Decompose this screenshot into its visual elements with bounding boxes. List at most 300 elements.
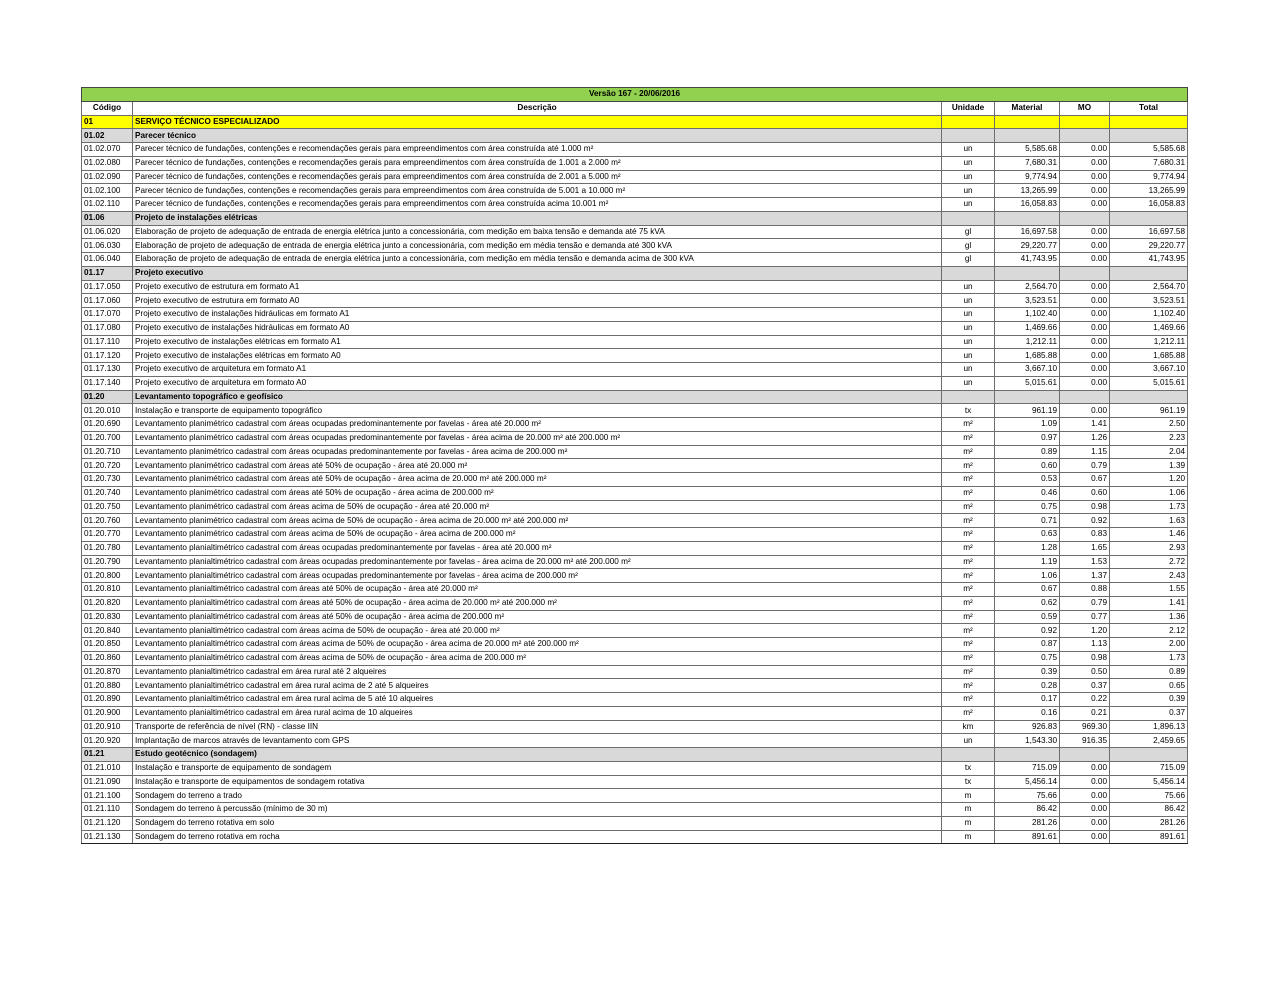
table-row xyxy=(82,294,1188,308)
description-cell: Elaboração de projeto de adequação de entrada de energia elétrica junto a concessionária, com medição em média tensão e demanda até 300 kVA xyxy=(133,239,942,253)
mo-cell: 0.79 xyxy=(1060,596,1110,610)
material-cell: 1,212.11 xyxy=(995,335,1060,349)
total-cell: 1,896.13 xyxy=(1110,720,1188,734)
code-cell: 01.20.740 xyxy=(82,486,133,500)
header-material: Material xyxy=(995,101,1060,115)
material-cell: 1.06 xyxy=(995,569,1060,583)
table-row xyxy=(82,610,1188,624)
unit-cell: m² xyxy=(942,706,995,720)
table-row xyxy=(82,693,1188,707)
material-cell: 0.71 xyxy=(995,514,1060,528)
table-row xyxy=(82,541,1188,555)
unit-cell: m² xyxy=(942,486,995,500)
description-cell: Levantamento planialtimétrico cadastral em área rural acima de 2 até 5 alqueires xyxy=(133,679,942,693)
table-row xyxy=(82,734,1188,748)
table-row xyxy=(82,363,1188,377)
material-cell: 961.19 xyxy=(995,404,1060,418)
material-cell: 0.46 xyxy=(995,486,1060,500)
total-cell: 1.39 xyxy=(1110,459,1188,473)
material-cell: 0.53 xyxy=(995,473,1060,487)
description-cell: Levantamento planimétrico cadastral com áreas ocupadas predominantemente por favelas - área acima de 20.000 m² até 200.000 m² xyxy=(133,431,942,445)
material-cell: 16,697.58 xyxy=(995,225,1060,239)
material-cell xyxy=(995,211,1060,225)
description-cell: Sondagem do terreno à percussão (mínimo de 30 m) xyxy=(133,803,942,817)
code-cell: 01.20.810 xyxy=(82,583,133,597)
description-cell: Projeto executivo de estrutura em formato A1 xyxy=(133,280,942,294)
category-row xyxy=(82,115,1188,129)
total-cell: 3,667.10 xyxy=(1110,363,1188,377)
mo-cell: 0.37 xyxy=(1060,679,1110,693)
code-cell: 01.20.920 xyxy=(82,734,133,748)
code-cell: 01.20.760 xyxy=(82,514,133,528)
material-cell: 0.63 xyxy=(995,528,1060,542)
code-cell: 01.17.140 xyxy=(82,376,133,390)
table-row xyxy=(82,459,1188,473)
table-row xyxy=(82,418,1188,432)
table-row xyxy=(82,665,1188,679)
description-cell: Levantamento planimétrico cadastral com áreas ocupadas predominantemente por favelas - área acima de 200.000 m² xyxy=(133,445,942,459)
total-cell xyxy=(1110,266,1188,280)
description-cell: Sondagem do terreno rotativa em rocha xyxy=(133,830,942,844)
material-cell: 0.75 xyxy=(995,651,1060,665)
description-cell: Parecer técnico de fundações, contenções e recomendações gerais para empreendimentos com área construída de 1.001 a 2.000 m² xyxy=(133,156,942,170)
table-row xyxy=(82,706,1188,720)
table-row xyxy=(82,651,1188,665)
unit-cell: m² xyxy=(942,679,995,693)
unit-cell: un xyxy=(942,734,995,748)
material-cell: 281.26 xyxy=(995,816,1060,830)
unit-cell: un xyxy=(942,198,995,212)
material-cell: 0.67 xyxy=(995,583,1060,597)
mo-cell: 0.79 xyxy=(1060,459,1110,473)
mo-cell: 0.00 xyxy=(1060,363,1110,377)
unit-cell: un xyxy=(942,335,995,349)
mo-cell: 0.67 xyxy=(1060,473,1110,487)
code-cell: 01.20.010 xyxy=(82,404,133,418)
description-cell: Elaboração de projeto de adequação de entrada de energia elétrica junto a concessionária, com medição em média tensão e demanda acima de 300 kVA xyxy=(133,253,942,267)
unit-cell: m² xyxy=(942,624,995,638)
code-cell: 01.02.110 xyxy=(82,198,133,212)
unit-cell: un xyxy=(942,321,995,335)
mo-cell: 1.37 xyxy=(1060,569,1110,583)
unit-cell: un xyxy=(942,156,995,170)
material-cell xyxy=(995,266,1060,280)
subgroup-row xyxy=(82,211,1188,225)
total-cell: 16,058.83 xyxy=(1110,198,1188,212)
description-cell: Parecer técnico de fundações, contenções e recomendações gerais para empreendimentos com área construída de 5.001 a 10.000 m² xyxy=(133,184,942,198)
mo-cell: 0.00 xyxy=(1060,239,1110,253)
material-cell: 0.28 xyxy=(995,679,1060,693)
unit-cell: m² xyxy=(942,418,995,432)
material-cell: 5,015.61 xyxy=(995,376,1060,390)
unit-cell: un xyxy=(942,294,995,308)
unit-cell: m² xyxy=(942,445,995,459)
code-cell: 01.20.900 xyxy=(82,706,133,720)
description-cell: Instalação e transporte de equipamento topográfico xyxy=(133,404,942,418)
mo-cell: 0.98 xyxy=(1060,500,1110,514)
table-row xyxy=(82,376,1188,390)
code-cell: 01.17 xyxy=(82,266,133,280)
total-cell: 1.55 xyxy=(1110,583,1188,597)
code-cell: 01.20.730 xyxy=(82,473,133,487)
price-table xyxy=(81,87,1188,844)
table-row xyxy=(82,239,1188,253)
mo-cell: 0.00 xyxy=(1060,775,1110,789)
header-total: Total xyxy=(1110,101,1188,115)
mo-cell: 0.00 xyxy=(1060,156,1110,170)
table-row xyxy=(82,514,1188,528)
version-label: Versão 167 - 20/06/2016 xyxy=(82,88,1188,102)
description-cell: Estudo geotécnico (sondagem) xyxy=(133,748,942,762)
unit-cell: tx xyxy=(942,761,995,775)
unit-cell xyxy=(942,129,995,143)
mo-cell: 1.65 xyxy=(1060,541,1110,555)
unit-cell xyxy=(942,390,995,404)
code-cell: 01.17.120 xyxy=(82,349,133,363)
unit-cell: un xyxy=(942,170,995,184)
material-cell xyxy=(995,390,1060,404)
description-cell: Instalação e transporte de equipamento de sondagem xyxy=(133,761,942,775)
table-row xyxy=(82,170,1188,184)
total-cell: 1,469.66 xyxy=(1110,321,1188,335)
total-cell: 1.06 xyxy=(1110,486,1188,500)
mo-cell: 0.00 xyxy=(1060,789,1110,803)
unit-cell: un xyxy=(942,280,995,294)
code-cell: 01.20.790 xyxy=(82,555,133,569)
table-row xyxy=(82,816,1188,830)
description-cell: Levantamento planialtimétrico cadastral com áreas acima de 50% de ocupação - área até 20.000 m² xyxy=(133,624,942,638)
description-cell: Levantamento planialtimétrico cadastral com áreas até 50% de ocupação - área acima de 20.000 m² até 200.000 m² xyxy=(133,596,942,610)
unit-cell: km xyxy=(942,720,995,734)
table-row xyxy=(82,803,1188,817)
total-cell: 1.73 xyxy=(1110,651,1188,665)
mo-cell: 0.88 xyxy=(1060,583,1110,597)
material-cell: 0.92 xyxy=(995,624,1060,638)
mo-cell: 0.00 xyxy=(1060,280,1110,294)
subgroup-row xyxy=(82,748,1188,762)
table-row xyxy=(82,404,1188,418)
total-cell: 1.20 xyxy=(1110,473,1188,487)
mo-cell: 0.00 xyxy=(1060,376,1110,390)
code-cell: 01.17.070 xyxy=(82,308,133,322)
mo-cell: 1.13 xyxy=(1060,638,1110,652)
table-row xyxy=(82,569,1188,583)
mo-cell: 0.21 xyxy=(1060,706,1110,720)
description-cell: Transporte de referência de nível (RN) - classe IIN xyxy=(133,720,942,734)
description-cell: Levantamento topográfico e geofísico xyxy=(133,390,942,404)
description-cell: Levantamento planialtimétrico cadastral em área rural acima de 10 alqueires xyxy=(133,706,942,720)
mo-cell: 0.00 xyxy=(1060,170,1110,184)
description-cell: Elaboração de projeto de adequação de entrada de energia elétrica junto a concessionária, com medição em baixa tensão e demanda até 75 kVA xyxy=(133,225,942,239)
code-cell: 01.17.050 xyxy=(82,280,133,294)
description-cell: Projeto executivo de arquitetura em formato A1 xyxy=(133,363,942,377)
code-cell: 01.21.110 xyxy=(82,803,133,817)
unit-cell: m xyxy=(942,830,995,844)
unit-cell: m xyxy=(942,789,995,803)
mo-cell: 1.15 xyxy=(1060,445,1110,459)
subgroup-row xyxy=(82,129,1188,143)
description-cell: Parecer técnico de fundações, contenções e recomendações gerais para empreendimentos com área construída até 1.000 m² xyxy=(133,143,942,157)
mo-cell: 0.83 xyxy=(1060,528,1110,542)
table-row xyxy=(82,775,1188,789)
table-row xyxy=(82,253,1188,267)
unit-cell xyxy=(942,211,995,225)
mo-cell: 0.00 xyxy=(1060,335,1110,349)
unit-cell: m² xyxy=(942,555,995,569)
description-cell: Projeto de instalações elétricas xyxy=(133,211,942,225)
description-cell: Implantação de marcos através de levantamento com GPS xyxy=(133,734,942,748)
mo-cell: 0.50 xyxy=(1060,665,1110,679)
mo-cell: 916.35 xyxy=(1060,734,1110,748)
total-cell: 1.73 xyxy=(1110,500,1188,514)
code-cell: 01.20.780 xyxy=(82,541,133,555)
material-cell: 29,220.77 xyxy=(995,239,1060,253)
unit-cell: m² xyxy=(942,541,995,555)
total-cell: 2.72 xyxy=(1110,555,1188,569)
code-cell: 01.20.830 xyxy=(82,610,133,624)
material-cell: 5,456.14 xyxy=(995,775,1060,789)
unit-cell: un xyxy=(942,349,995,363)
table-row xyxy=(82,431,1188,445)
code-cell: 01.06.040 xyxy=(82,253,133,267)
unit-cell: un xyxy=(942,143,995,157)
unit-cell: m² xyxy=(942,514,995,528)
mo-cell: 1.26 xyxy=(1060,431,1110,445)
total-cell xyxy=(1110,115,1188,129)
mo-cell: 1.53 xyxy=(1060,555,1110,569)
total-cell: 7,680.31 xyxy=(1110,156,1188,170)
unit-cell xyxy=(942,266,995,280)
description-cell: Levantamento planimétrico cadastral com áreas acima de 50% de ocupação - área acima de 200.000 m² xyxy=(133,528,942,542)
total-cell: 715.09 xyxy=(1110,761,1188,775)
total-cell: 1.36 xyxy=(1110,610,1188,624)
unit-cell xyxy=(942,115,995,129)
table-row xyxy=(82,486,1188,500)
table-row xyxy=(82,473,1188,487)
material-cell: 0.75 xyxy=(995,500,1060,514)
description-cell: Levantamento planialtimétrico cadastral com áreas até 50% de ocupação - área acima de 200.000 m² xyxy=(133,610,942,624)
mo-cell: 0.00 xyxy=(1060,294,1110,308)
material-cell xyxy=(995,748,1060,762)
material-cell: 13,265.99 xyxy=(995,184,1060,198)
total-cell: 2.04 xyxy=(1110,445,1188,459)
unit-cell xyxy=(942,748,995,762)
total-cell: 9,774.94 xyxy=(1110,170,1188,184)
code-cell: 01.20.690 xyxy=(82,418,133,432)
total-cell: 891.61 xyxy=(1110,830,1188,844)
mo-cell: 1.41 xyxy=(1060,418,1110,432)
table-row xyxy=(82,830,1188,844)
mo-cell: 0.00 xyxy=(1060,803,1110,817)
mo-cell: 0.00 xyxy=(1060,321,1110,335)
material-cell: 1.19 xyxy=(995,555,1060,569)
code-cell: 01.06.030 xyxy=(82,239,133,253)
material-cell: 0.59 xyxy=(995,610,1060,624)
description-cell: SERVIÇO TÉCNICO ESPECIALIZADO xyxy=(133,115,942,129)
material-cell: 715.09 xyxy=(995,761,1060,775)
table-row xyxy=(82,596,1188,610)
mo-cell: 0.00 xyxy=(1060,143,1110,157)
code-cell: 01.20.860 xyxy=(82,651,133,665)
header-unit: Unidade xyxy=(942,101,995,115)
header-code: Código xyxy=(82,101,133,115)
total-cell: 2.43 xyxy=(1110,569,1188,583)
total-cell: 2.00 xyxy=(1110,638,1188,652)
material-cell: 1.28 xyxy=(995,541,1060,555)
code-cell: 01.21.100 xyxy=(82,789,133,803)
mo-cell: 0.00 xyxy=(1060,225,1110,239)
unit-cell: un xyxy=(942,184,995,198)
total-cell: 5,456.14 xyxy=(1110,775,1188,789)
total-cell: 0.37 xyxy=(1110,706,1188,720)
unit-cell: m² xyxy=(942,596,995,610)
material-cell: 1,469.66 xyxy=(995,321,1060,335)
material-cell: 86.42 xyxy=(995,803,1060,817)
description-cell: Projeto executivo de instalações hidráulicas em formato A1 xyxy=(133,308,942,322)
total-cell: 1.63 xyxy=(1110,514,1188,528)
unit-cell: tx xyxy=(942,775,995,789)
material-cell: 3,523.51 xyxy=(995,294,1060,308)
mo-cell xyxy=(1060,211,1110,225)
total-cell xyxy=(1110,129,1188,143)
table-row xyxy=(82,624,1188,638)
material-cell: 16,058.83 xyxy=(995,198,1060,212)
material-cell: 1,102.40 xyxy=(995,308,1060,322)
code-cell: 01.20.720 xyxy=(82,459,133,473)
table-row xyxy=(82,500,1188,514)
unit-cell: m² xyxy=(942,610,995,624)
total-cell: 16,697.58 xyxy=(1110,225,1188,239)
material-cell: 2,564.70 xyxy=(995,280,1060,294)
table-row xyxy=(82,280,1188,294)
description-cell: Projeto executivo xyxy=(133,266,942,280)
mo-cell xyxy=(1060,390,1110,404)
material-cell: 891.61 xyxy=(995,830,1060,844)
description-cell: Parecer técnico de fundações, contenções e recomendações gerais para empreendimentos com área construída acima 10.001 m² xyxy=(133,198,942,212)
total-cell: 2.23 xyxy=(1110,431,1188,445)
table-row xyxy=(82,225,1188,239)
mo-cell xyxy=(1060,748,1110,762)
total-cell xyxy=(1110,211,1188,225)
unit-cell: m xyxy=(942,803,995,817)
material-cell: 0.87 xyxy=(995,638,1060,652)
material-cell: 1.09 xyxy=(995,418,1060,432)
table-row xyxy=(82,789,1188,803)
mo-cell: 0.98 xyxy=(1060,651,1110,665)
description-cell: Levantamento planialtimétrico cadastral com áreas até 50% de ocupação - área até 20.000 m² xyxy=(133,583,942,597)
material-cell: 0.89 xyxy=(995,445,1060,459)
code-cell: 01.20.890 xyxy=(82,693,133,707)
total-cell: 961.19 xyxy=(1110,404,1188,418)
code-cell: 01.20.820 xyxy=(82,596,133,610)
material-cell: 75.66 xyxy=(995,789,1060,803)
mo-cell: 0.77 xyxy=(1060,610,1110,624)
table-row xyxy=(82,720,1188,734)
mo-cell: 0.00 xyxy=(1060,404,1110,418)
code-cell: 01.21.090 xyxy=(82,775,133,789)
total-cell: 0.65 xyxy=(1110,679,1188,693)
unit-cell: m² xyxy=(942,693,995,707)
total-cell: 1.46 xyxy=(1110,528,1188,542)
description-cell: Projeto executivo de estrutura em formato A0 xyxy=(133,294,942,308)
unit-cell: m² xyxy=(942,665,995,679)
code-cell: 01.02.080 xyxy=(82,156,133,170)
description-cell: Projeto executivo de instalações elétricas em formato A1 xyxy=(133,335,942,349)
table-row xyxy=(82,156,1188,170)
mo-cell: 0.00 xyxy=(1060,253,1110,267)
total-cell: 2.93 xyxy=(1110,541,1188,555)
description-cell: Instalação e transporte de equipamentos de sondagem rotativa xyxy=(133,775,942,789)
total-cell: 1,102.40 xyxy=(1110,308,1188,322)
mo-cell: 0.60 xyxy=(1060,486,1110,500)
total-cell xyxy=(1110,748,1188,762)
material-cell: 5,585.68 xyxy=(995,143,1060,157)
code-cell: 01.17.060 xyxy=(82,294,133,308)
code-cell: 01.20.800 xyxy=(82,569,133,583)
table-row xyxy=(82,445,1188,459)
table-row xyxy=(82,528,1188,542)
total-cell: 281.26 xyxy=(1110,816,1188,830)
description-cell: Levantamento planialtimétrico cadastral em área rural até 2 alqueires xyxy=(133,665,942,679)
table-row xyxy=(82,555,1188,569)
mo-cell: 0.92 xyxy=(1060,514,1110,528)
total-cell: 13,265.99 xyxy=(1110,184,1188,198)
description-cell: Projeto executivo de instalações elétricas em formato A0 xyxy=(133,349,942,363)
code-cell: 01.06.020 xyxy=(82,225,133,239)
total-cell: 75.66 xyxy=(1110,789,1188,803)
description-cell: Projeto executivo de arquitetura em formato A0 xyxy=(133,376,942,390)
description-cell: Projeto executivo de instalações hidráulicas em formato A0 xyxy=(133,321,942,335)
code-cell: 01.02.070 xyxy=(82,143,133,157)
total-cell: 1,685.88 xyxy=(1110,349,1188,363)
code-cell: 01.17.130 xyxy=(82,363,133,377)
code-cell: 01.20 xyxy=(82,390,133,404)
table-row xyxy=(82,198,1188,212)
mo-cell: 0.00 xyxy=(1060,308,1110,322)
code-cell: 01.02.100 xyxy=(82,184,133,198)
material-cell: 41,743.95 xyxy=(995,253,1060,267)
mo-cell: 969.30 xyxy=(1060,720,1110,734)
unit-cell: m² xyxy=(942,651,995,665)
code-cell: 01.17.110 xyxy=(82,335,133,349)
table-row xyxy=(82,143,1188,157)
code-cell: 01.02.090 xyxy=(82,170,133,184)
unit-cell: m xyxy=(942,816,995,830)
code-cell: 01.20.910 xyxy=(82,720,133,734)
mo-cell: 0.00 xyxy=(1060,816,1110,830)
unit-cell: m² xyxy=(942,473,995,487)
table-row xyxy=(82,184,1188,198)
mo-cell: 0.00 xyxy=(1060,184,1110,198)
code-cell: 01 xyxy=(82,115,133,129)
unit-cell: m² xyxy=(942,500,995,514)
total-cell: 29,220.77 xyxy=(1110,239,1188,253)
description-cell: Levantamento planialtimétrico cadastral em área rural acima de 5 até 10 alqueires xyxy=(133,693,942,707)
code-cell: 01.20.850 xyxy=(82,638,133,652)
description-cell: Parecer técnico de fundações, contenções e recomendações gerais para empreendimentos com área construída de 2.001 a 5.000 m² xyxy=(133,170,942,184)
total-cell: 2,564.70 xyxy=(1110,280,1188,294)
unit-cell: un xyxy=(942,363,995,377)
version-row xyxy=(82,88,1188,102)
material-cell: 0.60 xyxy=(995,459,1060,473)
total-cell: 0.39 xyxy=(1110,693,1188,707)
mo-cell xyxy=(1060,129,1110,143)
table-row xyxy=(82,321,1188,335)
code-cell: 01.20.700 xyxy=(82,431,133,445)
description-cell: Levantamento planimétrico cadastral com áreas até 50% de ocupação - área acima de 200.000 m² xyxy=(133,486,942,500)
unit-cell: un xyxy=(942,376,995,390)
header-description: Descrição xyxy=(133,101,942,115)
